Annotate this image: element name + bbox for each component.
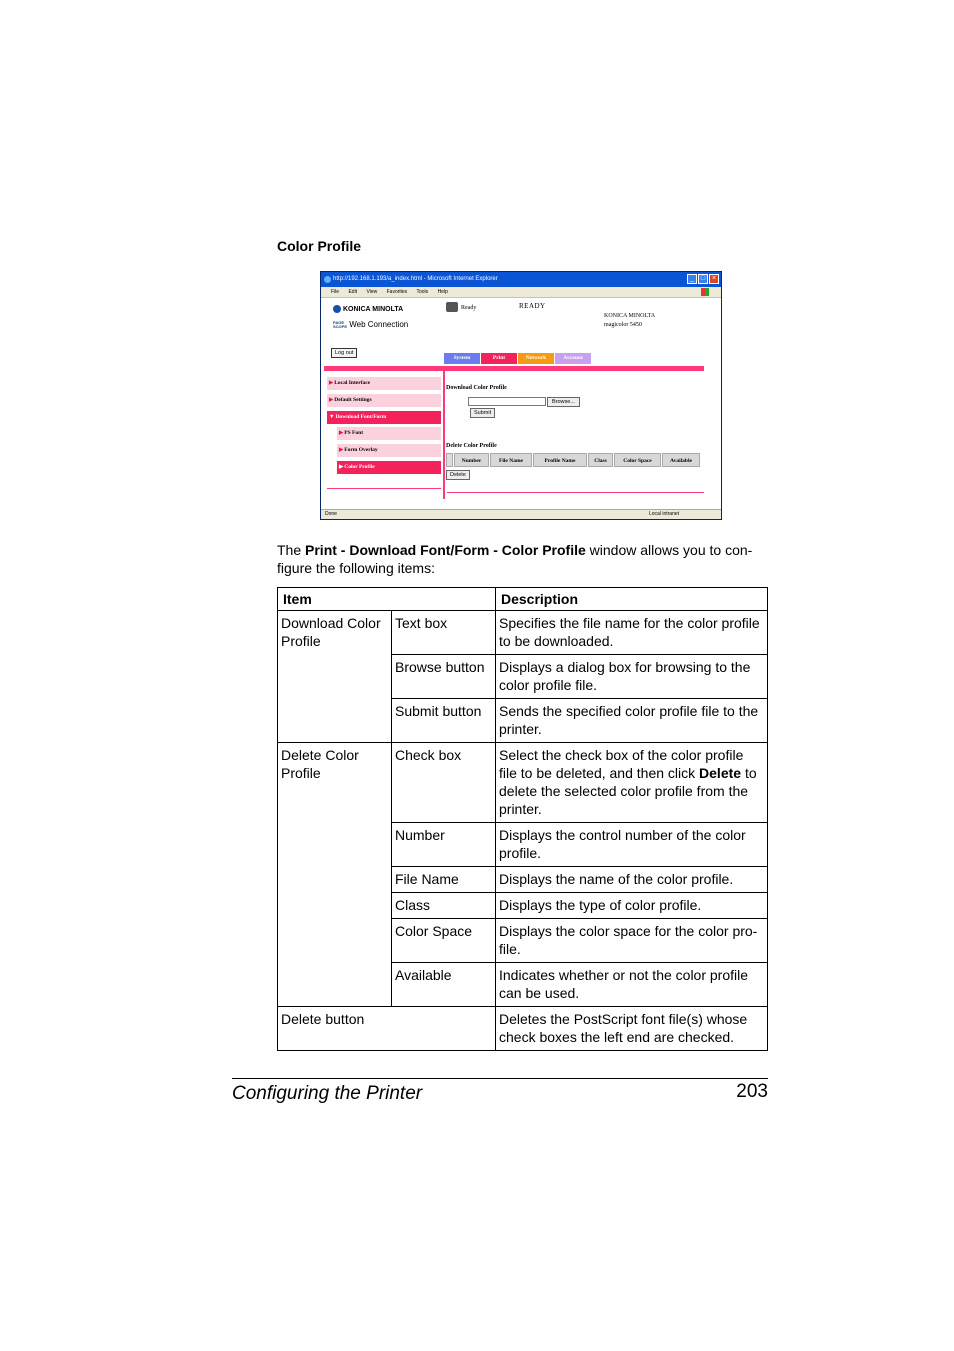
browser-statusbar [321,509,721,519]
triangle-right-icon: ▶ [339,447,344,454]
intro-post: window allows you to con-figure the following items: [277,542,753,576]
header-description: Description [496,588,768,611]
download-color-profile-label: Download Color Profile [446,385,507,391]
printer-status-icon [446,302,458,312]
status-big: READY [519,302,546,310]
logo-scope: SCOPE [333,323,348,329]
section-heading: Color Profile [277,238,362,254]
minimize-icon[interactable]: _ [687,274,697,284]
tab-account[interactable]: Account [555,353,591,364]
konica-logo-icon [333,305,341,313]
sidebar-item-label: Default Settings [334,396,372,403]
logo-webconn: Web Connection [349,320,409,329]
description: Displays a dialog box for browsing to the color profile file. [496,655,768,699]
description: Specifies the file name for the color profile to be downloaded. [496,611,768,655]
sidebar-item-ps-font[interactable] [337,427,441,440]
pagescope-icon [333,321,347,329]
sidebar-item-label: Download Font/Form [335,413,387,420]
file-path-input[interactable] [468,397,546,406]
browser-titlebar [321,272,721,287]
triangle-right-icon: ▶ [339,463,344,470]
col-number: Number [454,453,489,467]
logo-page: PAGE [333,319,345,325]
footer-title: Configuring the Printer [232,1083,423,1104]
status-small: Ready [461,305,477,311]
browser-title: http://192.168.1.193/a_index.html - Microsoft Internet Explorer [333,276,498,282]
statusbar-right: Local intranet [649,511,680,517]
col-file-name: File Name [490,453,532,467]
triangle-right-icon: ▶ [339,430,344,437]
model-line1: KONICA MINOLTA [604,313,656,319]
maximize-icon[interactable]: □ [698,274,708,284]
profile-table-header [446,453,701,467]
sub-item: Check box [392,743,496,823]
description [496,743,768,823]
table-header-row [278,588,768,611]
header-divider [324,366,704,371]
side-navigation [327,377,441,478]
sidebar-bottom-rule [327,488,441,489]
description: Indicates whether or not the color profile can be used. [496,963,768,1007]
sub-item: Browse button [392,655,496,699]
menu-edit[interactable]: Edit [348,289,358,295]
sidebar-item-color-profile[interactable] [337,461,441,474]
description: Displays the color space for the color pro-file. [496,919,768,963]
tab-bar [444,353,592,364]
description: Displays the control number of the color profile. [496,823,768,867]
col-profile-name: Profile Name [533,453,587,467]
sub-item: Color Space [392,919,496,963]
delete-button-item: Delete button [278,1007,496,1051]
group-download: Download Color Profile [278,611,392,743]
ie-icon [324,276,331,283]
triangle-right-icon: ▶ [329,396,334,403]
desc-pre: Select the check box of the color profile file to be deleted, and then click [499,747,744,781]
tab-print[interactable]: Print [481,353,517,364]
group-delete: Delete Color Profile [278,743,392,1007]
model-info [604,312,655,330]
description: Deletes the PostScript font file(s) whose check boxes the left end are checked. [496,1007,768,1051]
sub-item: Class [392,893,496,919]
description: Sends the specified color profile file to the printer. [496,699,768,743]
delete-button[interactable]: Delete [446,470,470,480]
konica-logo [333,305,403,313]
content-divider [443,371,445,499]
model-line2: magicolor 5450 [604,322,642,328]
triangle-down-icon: ▼ [329,413,335,420]
col-class: Class [588,453,613,467]
sidebar-item-label: PS Font [344,430,364,437]
description: Displays the name of the color profile. [496,867,768,893]
description: Displays the type of color profile. [496,893,768,919]
browser-menubar [321,287,721,298]
sidebar-item-download-font-form[interactable] [327,411,441,424]
items-table [277,587,768,1051]
col-color-space: Color Space [614,453,661,467]
triangle-right-icon: ▶ [329,380,334,386]
menu-view[interactable]: View [366,289,378,295]
sidebar-item-form-overlay[interactable] [337,444,441,457]
intro-window-path: Print - Download Font/Form - Color Profile [305,542,586,558]
intro-paragraph [277,541,769,577]
content-bottom-rule [447,492,704,493]
desc-post: to delete the selected color profile from the printer. [499,765,757,817]
select-all-checkbox[interactable] [446,453,453,467]
menu-help[interactable]: Help [437,289,448,295]
close-icon[interactable]: × [709,274,719,284]
tab-system[interactable]: System [444,353,480,364]
table-row [278,743,768,823]
page-number: 203 [736,1081,768,1102]
pagescope-logo [333,320,408,329]
intro-pre: The [277,542,306,558]
menu-file[interactable]: File [331,289,340,295]
statusbar-left: Done [325,511,337,517]
sub-item: Submit button [392,699,496,743]
menu-favorites[interactable]: Favorites [386,289,408,295]
table-row [278,611,768,655]
header-item: Item [278,588,496,611]
browse-button[interactable]: Browse... [547,397,580,407]
sub-item: File Name [392,867,496,893]
sub-item: Available [392,963,496,1007]
web-content [321,298,721,510]
footer-rule [232,1078,768,1079]
col-available: Available [662,453,700,467]
sub-item: Number [392,823,496,867]
sidebar-item-label: Form Overlay [344,447,378,454]
menu-tools[interactable]: Tools [416,289,429,295]
sidebar-item-label: Color Profile [344,463,375,470]
sidebar-item-local-interface[interactable] [327,377,441,390]
sidebar-item-default-settings[interactable] [327,394,441,407]
desc-bold: Delete [699,765,742,781]
logo-brand: KONICA MINOLTA [343,305,404,313]
browser-screenshot [320,271,722,520]
windows-flag-icon [701,288,709,296]
logout-button[interactable]: Log out [331,348,357,358]
tab-network[interactable]: Network [518,353,554,364]
submit-button[interactable]: Submit [470,408,495,418]
sidebar-item-label: Local Interface [334,380,371,386]
delete-color-profile-label: Delete Color Profile [446,443,497,449]
sub-item: Text box [392,611,496,655]
table-row [278,1007,768,1051]
